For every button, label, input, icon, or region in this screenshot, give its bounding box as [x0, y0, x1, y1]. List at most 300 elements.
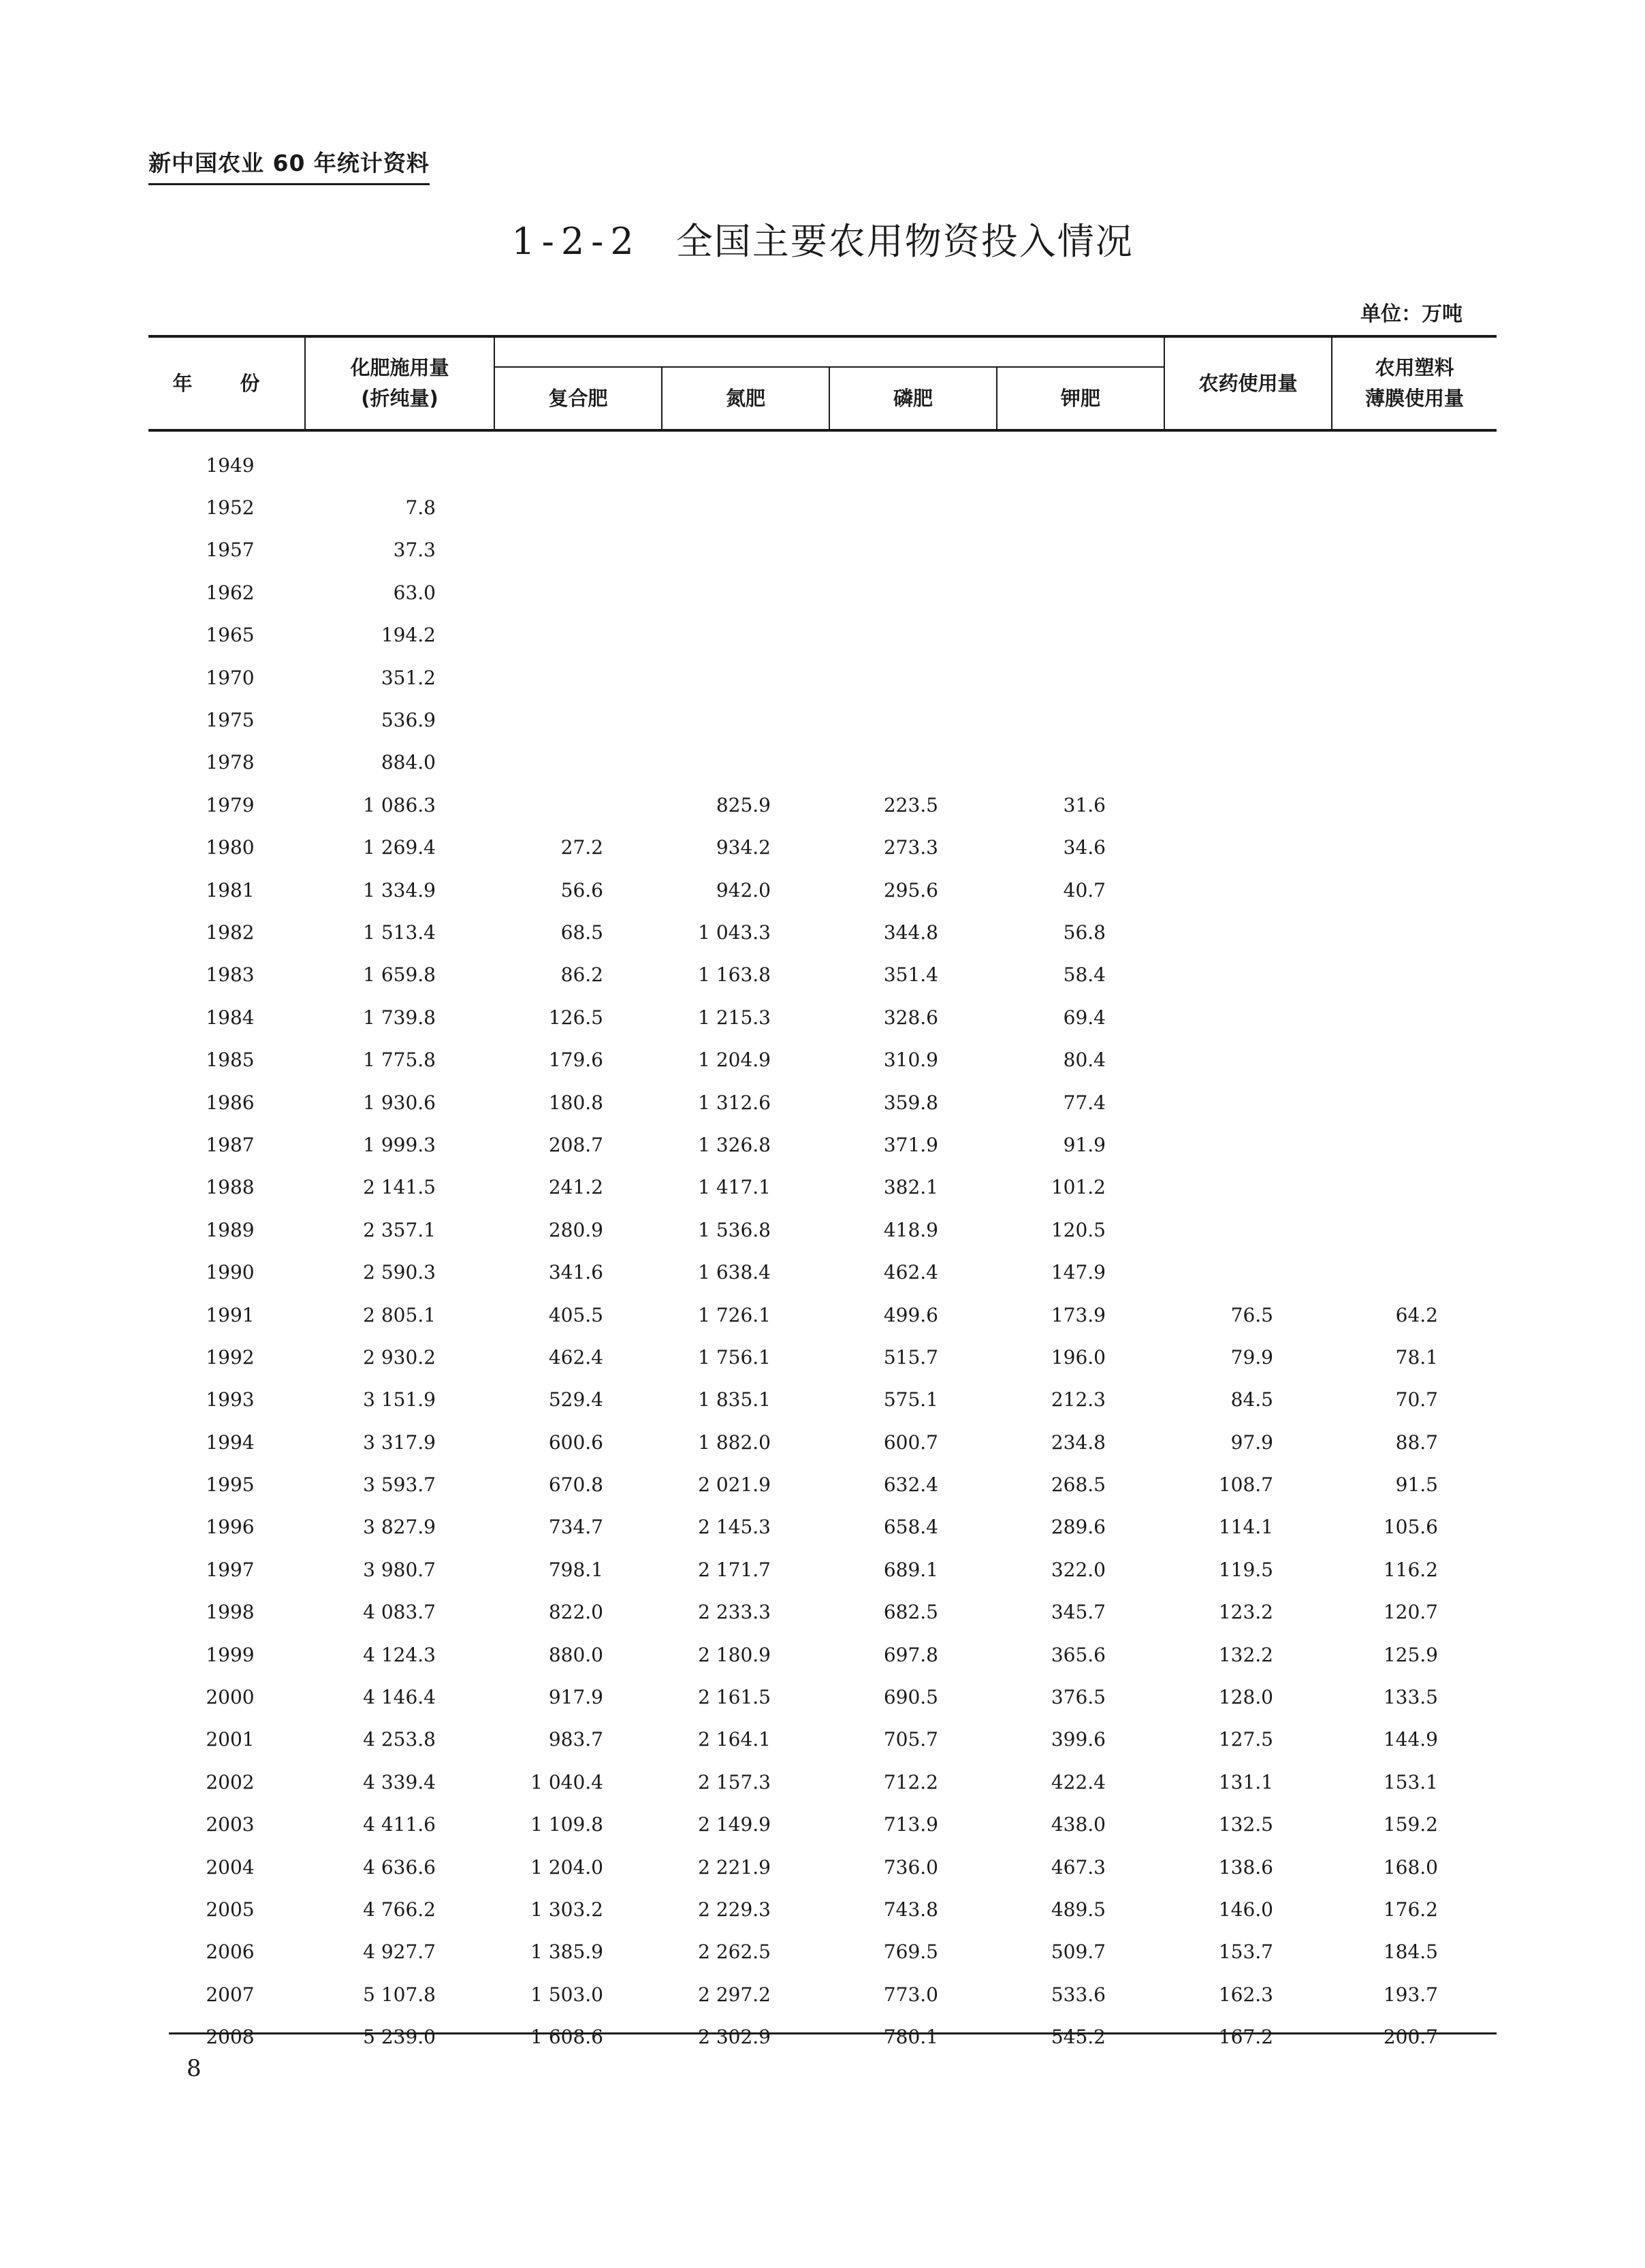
cell-compound: 68.5	[560, 921, 603, 944]
cell-potash: 212.3	[1051, 1388, 1106, 1411]
cell-year: 1975	[206, 709, 255, 732]
cell-potash	[997, 741, 1164, 784]
cell-year: 1987	[206, 1133, 255, 1156]
cell-film: 168.0	[1383, 1855, 1438, 1879]
cell-phosphate: 310.9	[883, 1049, 938, 1072]
cell-year: 1996	[206, 1516, 255, 1539]
cell-fertilizer: 37.3	[393, 539, 436, 562]
cell-pesticide: 162.3	[1218, 1983, 1273, 2006]
cell-fertilizer: 4 927.7	[363, 1940, 436, 1964]
cell-potash: 322.0	[1051, 1558, 1106, 1581]
cell-film: 91.5	[1395, 1473, 1438, 1497]
cell-fertilizer: 3 827.9	[363, 1516, 436, 1539]
header-nitrogen: 氮肥	[662, 367, 829, 430]
cell-phosphate: 600.7	[883, 1431, 938, 1454]
cell-year: 1989	[206, 1218, 255, 1241]
cell-compound: 86.2	[560, 963, 603, 987]
table-row	[148, 911, 1497, 953]
table-row	[148, 529, 1497, 571]
cell-fertilizer: 1 739.8	[363, 1006, 436, 1029]
header-year: 年 份	[148, 336, 305, 430]
table-row	[148, 699, 1497, 741]
cell-compound: 341.6	[548, 1261, 603, 1284]
table-row	[148, 1336, 1497, 1378]
cell-phosphate: 736.0	[883, 1855, 938, 1879]
cell-film: 184.5	[1383, 1940, 1438, 1964]
cell-compound	[494, 486, 662, 528]
table-row	[148, 996, 1497, 1038]
cell-nitrogen: 1 536.8	[698, 1218, 771, 1241]
cell-nitrogen: 1 204.9	[698, 1049, 771, 1072]
cell-potash: 399.6	[1051, 1728, 1106, 1751]
cell-potash	[997, 430, 1164, 486]
cell-fertilizer: 4 339.4	[363, 1770, 436, 1793]
cell-potash: 34.6	[1063, 836, 1106, 859]
cell-nitrogen: 2 145.3	[698, 1516, 771, 1539]
cell-film	[1332, 784, 1497, 826]
table-row	[148, 571, 1497, 613]
header-film-line1: 农用塑料	[1375, 356, 1454, 380]
cell-compound: 1 109.8	[530, 1813, 603, 1836]
cell-compound	[494, 430, 662, 486]
cell-fertilizer: 351.2	[381, 666, 436, 689]
unit-note: 单位：万吨	[1360, 302, 1463, 326]
table-row	[148, 1081, 1497, 1123]
cell-pesticide: 79.9	[1230, 1345, 1273, 1369]
cell-fertilizer: 4 253.8	[363, 1728, 436, 1751]
header-film	[1332, 336, 1497, 430]
cell-nitrogen: 1 312.6	[698, 1091, 771, 1114]
cell-phosphate: 273.3	[883, 836, 938, 859]
cell-fertilizer: 4 411.6	[363, 1813, 436, 1836]
cell-potash: 289.6	[1051, 1516, 1106, 1539]
header-potash: 钾肥	[997, 367, 1164, 430]
cell-pesticide: 119.5	[1218, 1558, 1273, 1581]
table-row	[148, 1548, 1497, 1591]
cell-nitrogen: 934.2	[716, 836, 771, 859]
cell-fertilizer: 536.9	[381, 709, 436, 732]
cell-compound: 56.6	[560, 878, 603, 901]
cell-fertilizer: 884.0	[381, 751, 436, 774]
cell-pesticide	[1164, 486, 1332, 528]
cell-year: 1997	[206, 1558, 255, 1581]
cell-film	[1332, 529, 1497, 571]
cell-phosphate: 689.1	[883, 1558, 938, 1581]
cell-film: 159.2	[1383, 1813, 1438, 1836]
cell-nitrogen: 2 021.9	[698, 1473, 771, 1497]
cell-film: 78.1	[1395, 1345, 1438, 1369]
cell-year: 1995	[206, 1473, 255, 1497]
cell-nitrogen	[662, 571, 829, 613]
cell-nitrogen: 1 835.1	[698, 1388, 771, 1411]
cell-fertilizer: 63.0	[393, 581, 436, 604]
cell-year: 1985	[206, 1049, 255, 1072]
cell-film: 116.2	[1383, 1558, 1438, 1581]
cell-fertilizer: 2 141.5	[363, 1176, 436, 1199]
cell-pesticide: 127.5	[1218, 1728, 1273, 1751]
cell-phosphate: 418.9	[883, 1218, 938, 1241]
cell-fertilizer: 1 334.9	[363, 878, 436, 901]
cell-potash: 40.7	[1063, 878, 1106, 901]
table-row	[148, 1761, 1497, 1803]
cell-pesticide	[1164, 1251, 1332, 1293]
cell-potash: 58.4	[1063, 963, 1106, 987]
table-row	[148, 2015, 1497, 2058]
cell-potash: 533.6	[1051, 1983, 1106, 2006]
header-fertilizer-line2: (折纯量)	[361, 387, 438, 410]
cell-phosphate: 371.9	[883, 1133, 938, 1156]
table-row	[148, 1591, 1497, 1633]
cell-year: 1984	[206, 1006, 255, 1029]
table-row	[148, 869, 1497, 911]
cell-potash: 545.2	[1051, 2026, 1106, 2049]
cell-compound: 1 303.2	[530, 1898, 603, 1921]
cell-nitrogen: 1 638.4	[698, 1261, 771, 1284]
cell-compound: 983.7	[548, 1728, 603, 1751]
cell-phosphate: 295.6	[883, 878, 938, 901]
cell-film	[1332, 571, 1497, 613]
cell-potash	[997, 699, 1164, 741]
cell-year: 1949	[206, 453, 255, 477]
cell-nitrogen: 2 262.5	[698, 1940, 771, 1964]
cell-fertilizer: 1 659.8	[363, 963, 436, 987]
table-row	[148, 741, 1497, 784]
cell-compound: 529.4	[548, 1388, 603, 1411]
cell-year: 1994	[206, 1431, 255, 1454]
cell-phosphate	[829, 430, 997, 486]
data-table	[148, 335, 1497, 2058]
cell-potash: 489.5	[1051, 1898, 1106, 1921]
cell-phosphate: 575.1	[883, 1388, 938, 1411]
cell-potash: 196.0	[1051, 1345, 1106, 1369]
cell-nitrogen: 2 171.7	[698, 1558, 771, 1581]
cell-fertilizer: 1 513.4	[363, 921, 436, 944]
cell-potash	[997, 486, 1164, 528]
cell-year: 1981	[206, 878, 255, 901]
cell-film: 133.5	[1383, 1686, 1438, 1709]
cell-pesticide: 97.9	[1230, 1431, 1273, 1454]
cell-year: 1980	[206, 836, 255, 859]
cell-nitrogen	[662, 741, 829, 784]
cell-film	[1332, 1166, 1497, 1209]
table-row	[148, 1251, 1497, 1293]
cell-nitrogen	[662, 529, 829, 571]
cell-phosphate: 743.8	[883, 1898, 938, 1921]
cell-year: 2002	[206, 1770, 255, 1793]
cell-pesticide	[1164, 741, 1332, 784]
cell-year: 1991	[206, 1303, 255, 1326]
cell-potash: 80.4	[1063, 1049, 1106, 1072]
cell-nitrogen	[662, 430, 829, 486]
cell-fertilizer: 2 805.1	[363, 1303, 436, 1326]
cell-year: 1986	[206, 1091, 255, 1114]
table-row	[148, 1421, 1497, 1463]
cell-nitrogen: 2 233.3	[698, 1601, 771, 1624]
cell-nitrogen	[662, 699, 829, 741]
cell-pesticide: 167.2	[1218, 2026, 1273, 2049]
cell-fertilizer: 1 930.6	[363, 1091, 436, 1114]
cell-fertilizer: 3 593.7	[363, 1473, 436, 1497]
cell-potash	[997, 656, 1164, 699]
cell-year: 1998	[206, 1601, 255, 1624]
cell-year: 1983	[206, 963, 255, 987]
cell-nitrogen: 1 726.1	[698, 1303, 771, 1326]
cell-compound: 822.0	[548, 1601, 603, 1624]
cell-phosphate: 713.9	[883, 1813, 938, 1836]
cell-potash: 101.2	[1051, 1176, 1106, 1199]
header-film-line2: 薄膜使用量	[1364, 387, 1464, 410]
cell-phosphate	[829, 699, 997, 741]
cell-phosphate	[829, 529, 997, 571]
cell-film: 120.7	[1383, 1601, 1438, 1624]
cell-year: 1988	[206, 1176, 255, 1199]
cell-nitrogen: 942.0	[716, 878, 771, 901]
cell-year: 1952	[206, 496, 255, 520]
cell-compound: 126.5	[548, 1006, 603, 1029]
table-body	[148, 430, 1497, 2058]
cell-pesticide	[1164, 1209, 1332, 1251]
cell-compound	[494, 571, 662, 613]
cell-pesticide	[1164, 954, 1332, 996]
cell-potash	[997, 614, 1164, 656]
cell-compound	[494, 699, 662, 741]
table-row	[148, 430, 1497, 486]
cell-compound	[494, 784, 662, 826]
cell-potash: 173.9	[1051, 1303, 1106, 1326]
table-row	[148, 1294, 1497, 1336]
cell-pesticide	[1164, 699, 1332, 741]
cell-phosphate: 328.6	[883, 1006, 938, 1029]
bottom-rule	[169, 2032, 1497, 2034]
cell-year: 1999	[206, 1643, 255, 1666]
table-row	[148, 1888, 1497, 1930]
cell-film: 125.9	[1383, 1643, 1438, 1666]
cell-phosphate: 705.7	[883, 1728, 938, 1751]
cell-phosphate: 780.1	[883, 2026, 938, 2049]
cell-year: 2003	[206, 1813, 255, 1836]
cell-phosphate: 223.5	[883, 793, 938, 816]
cell-pesticide	[1164, 996, 1332, 1038]
cell-compound: 1 204.0	[530, 1855, 603, 1879]
cell-phosphate: 382.1	[883, 1176, 938, 1199]
table-row	[148, 1676, 1497, 1718]
cell-pesticide: 146.0	[1218, 1898, 1273, 1921]
cell-compound: 670.8	[548, 1473, 603, 1497]
cell-year: 1962	[206, 581, 255, 604]
cell-compound: 1 503.0	[530, 1983, 603, 2006]
cell-potash: 147.9	[1051, 1261, 1106, 1284]
cell-compound: 798.1	[548, 1558, 603, 1581]
cell-pesticide	[1164, 1123, 1332, 1166]
cell-film: 70.7	[1395, 1388, 1438, 1411]
cell-pesticide: 84.5	[1230, 1388, 1273, 1411]
cell-phosphate: 632.4	[883, 1473, 938, 1497]
cell-film	[1332, 1081, 1497, 1123]
cell-fertilizer: 4 146.4	[363, 1686, 436, 1709]
cell-pesticide: 114.1	[1218, 1516, 1273, 1539]
cell-compound: 1 040.4	[530, 1770, 603, 1793]
page-number: 8	[187, 2055, 202, 2082]
table-row	[148, 1633, 1497, 1676]
cell-fertilizer: 4 636.6	[363, 1855, 436, 1879]
cell-fertilizer: 5 107.8	[363, 1983, 436, 2006]
cell-film	[1332, 741, 1497, 784]
table-row	[148, 1931, 1497, 1973]
table-row	[148, 1038, 1497, 1081]
header-fertilizer-line1: 化肥施用量	[350, 356, 449, 380]
cell-potash: 438.0	[1051, 1813, 1106, 1836]
running-head: 新中国农业 60 年统计资料	[148, 146, 430, 185]
cell-fertilizer: 1 775.8	[363, 1049, 436, 1072]
cell-fertilizer: 1 086.3	[363, 793, 436, 816]
cell-year: 1982	[206, 921, 255, 944]
cell-fertilizer: 2 357.1	[363, 1218, 436, 1241]
cell-pesticide: 128.0	[1218, 1686, 1273, 1709]
data-table-container	[148, 335, 1497, 2058]
cell-potash: 91.9	[1063, 1133, 1106, 1156]
cell-film	[1332, 699, 1497, 741]
cell-pesticide: 132.2	[1218, 1643, 1273, 1666]
table-row	[148, 1379, 1497, 1421]
cell-film	[1332, 656, 1497, 699]
cell-fertilizer: 5 239.0	[363, 2026, 436, 2049]
cell-fertilizer: 2 930.2	[363, 1345, 436, 1369]
cell-pesticide	[1164, 1081, 1332, 1123]
cell-film	[1332, 827, 1497, 869]
cell-film	[1332, 911, 1497, 953]
cell-phosphate	[829, 486, 997, 528]
cell-nitrogen: 825.9	[716, 793, 771, 816]
header-compound: 复合肥	[494, 367, 662, 430]
cell-compound: 27.2	[560, 836, 603, 859]
cell-potash: 376.5	[1051, 1686, 1106, 1709]
cell-phosphate: 682.5	[883, 1601, 938, 1624]
table-row	[148, 1719, 1497, 1761]
cell-potash: 365.6	[1051, 1643, 1106, 1666]
cell-film	[1332, 1209, 1497, 1251]
cell-year: 1979	[206, 793, 255, 816]
cell-pesticide: 76.5	[1230, 1303, 1273, 1326]
cell-potash: 345.7	[1051, 1601, 1106, 1624]
table-row	[148, 1804, 1497, 1846]
cell-nitrogen: 1 326.8	[698, 1133, 771, 1156]
cell-nitrogen: 2 161.5	[698, 1686, 771, 1709]
cell-fertilizer: 1 269.4	[363, 836, 436, 859]
cell-year: 1957	[206, 539, 255, 562]
cell-potash: 120.5	[1051, 1218, 1106, 1241]
cell-phosphate: 658.4	[883, 1516, 938, 1539]
table-row	[148, 1506, 1497, 1548]
cell-year: 1965	[206, 624, 255, 647]
cell-potash: 467.3	[1051, 1855, 1106, 1879]
cell-phosphate: 690.5	[883, 1686, 938, 1709]
cell-phosphate: 773.0	[883, 1983, 938, 2006]
cell-phosphate: 515.7	[883, 1345, 938, 1369]
cell-phosphate: 462.4	[883, 1261, 938, 1284]
table-row	[148, 1209, 1497, 1251]
cell-pesticide: 131.1	[1218, 1770, 1273, 1793]
cell-compound: 600.6	[548, 1431, 603, 1454]
cell-compound: 241.2	[548, 1176, 603, 1199]
cell-pesticide	[1164, 529, 1332, 571]
cell-fertilizer	[305, 430, 494, 486]
cell-phosphate: 712.2	[883, 1770, 938, 1793]
cell-year: 2007	[206, 1983, 255, 2006]
table-row	[148, 1463, 1497, 1505]
cell-nitrogen: 1 756.1	[698, 1345, 771, 1369]
cell-compound: 1 608.6	[530, 2026, 603, 2049]
cell-potash: 268.5	[1051, 1473, 1106, 1497]
cell-fertilizer: 4 766.2	[363, 1898, 436, 1921]
cell-potash	[997, 571, 1164, 613]
cell-fertilizer: 7.8	[405, 496, 436, 520]
cell-pesticide	[1164, 614, 1332, 656]
cell-nitrogen: 2 157.3	[698, 1770, 771, 1793]
cell-year: 1970	[206, 666, 255, 689]
cell-film: 144.9	[1383, 1728, 1438, 1751]
cell-pesticide	[1164, 571, 1332, 613]
cell-year: 2001	[206, 1728, 255, 1751]
cell-nitrogen: 1 163.8	[698, 963, 771, 987]
cell-fertilizer: 3 151.9	[363, 1388, 436, 1411]
cell-pesticide	[1164, 430, 1332, 486]
cell-compound: 179.6	[548, 1049, 603, 1072]
cell-phosphate	[829, 656, 997, 699]
cell-film	[1332, 869, 1497, 911]
cell-nitrogen: 2 302.9	[698, 2026, 771, 2049]
cell-pesticide: 108.7	[1218, 1473, 1273, 1497]
cell-phosphate: 769.5	[883, 1940, 938, 1964]
cell-fertilizer: 194.2	[381, 624, 436, 647]
cell-nitrogen: 2 164.1	[698, 1728, 771, 1751]
cell-film	[1332, 486, 1497, 528]
cell-pesticide	[1164, 1166, 1332, 1209]
cell-phosphate: 499.6	[883, 1303, 938, 1326]
cell-film	[1332, 614, 1497, 656]
cell-film	[1332, 1038, 1497, 1081]
cell-potash: 422.4	[1051, 1770, 1106, 1793]
cell-film	[1332, 430, 1497, 486]
cell-year: 2005	[206, 1898, 255, 1921]
cell-phosphate	[829, 741, 997, 784]
table-title	[0, 212, 1645, 265]
cell-compound: 880.0	[548, 1643, 603, 1666]
cell-film: 176.2	[1383, 1898, 1438, 1921]
cell-fertilizer: 2 590.3	[363, 1261, 436, 1284]
header-phosphate: 磷肥	[829, 367, 997, 430]
cell-pesticide	[1164, 827, 1332, 869]
cell-film: 153.1	[1383, 1770, 1438, 1793]
cell-pesticide	[1164, 784, 1332, 826]
cell-phosphate	[829, 571, 997, 613]
cell-film: 64.2	[1395, 1303, 1438, 1326]
cell-nitrogen	[662, 656, 829, 699]
cell-nitrogen: 2 221.9	[698, 1855, 771, 1879]
cell-year: 1978	[206, 751, 255, 774]
table-row	[148, 1166, 1497, 1209]
cell-pesticide: 123.2	[1218, 1601, 1273, 1624]
table-row	[148, 784, 1497, 826]
table-row	[148, 1846, 1497, 1888]
cell-nitrogen: 1 215.3	[698, 1006, 771, 1029]
cell-year: 1992	[206, 1345, 255, 1369]
cell-compound	[494, 741, 662, 784]
header-fertilizer	[305, 336, 494, 430]
cell-film	[1332, 1123, 1497, 1166]
cell-year: 1993	[206, 1388, 255, 1411]
cell-year: 2006	[206, 1940, 255, 1964]
cell-phosphate: 344.8	[883, 921, 938, 944]
